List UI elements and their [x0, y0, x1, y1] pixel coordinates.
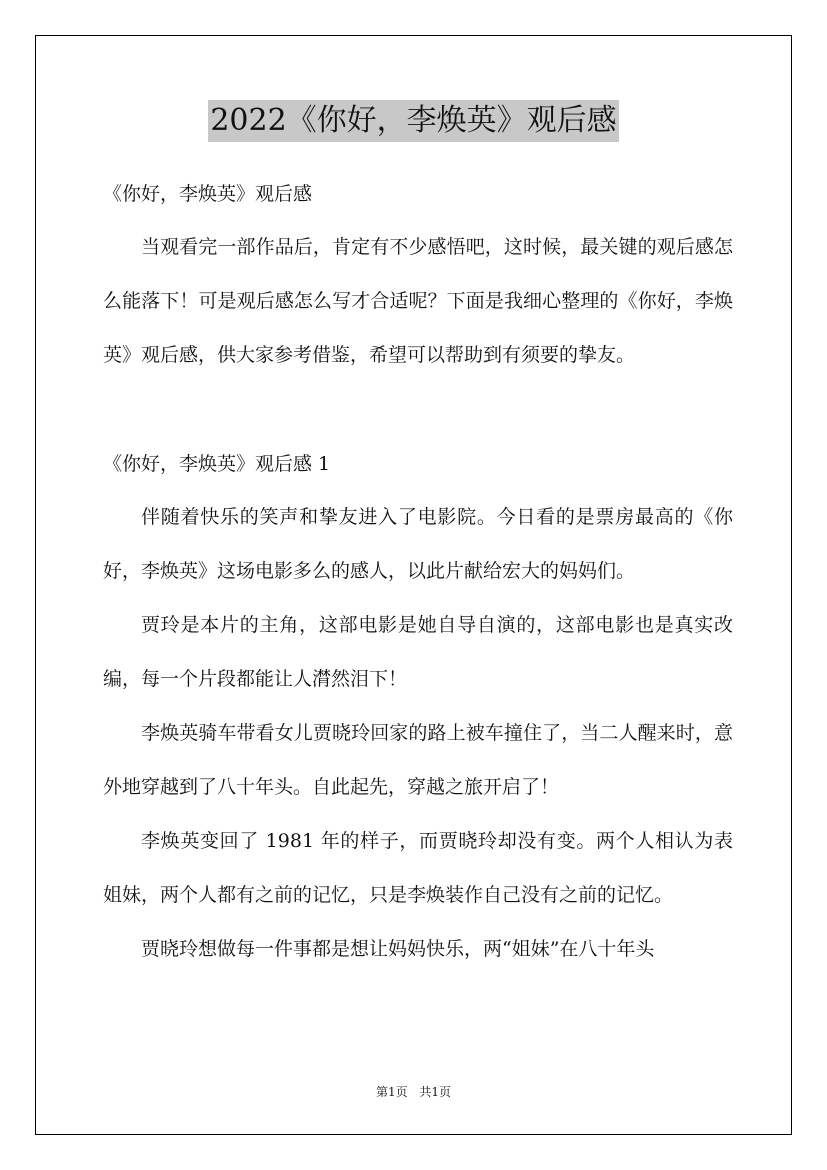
intro-heading: 《你好，李焕英》观后感: [103, 183, 313, 205]
document-title: 2022《你好，李焕英》观后感: [208, 100, 618, 142]
body-paragraph: 贾玲是本片的主角，这部电影是她自导自演的，这部电影也是真实改编，每一个片段都能让人潸然泪下！: [103, 614, 733, 690]
body-paragraph: 李焕英变回了 1981 年的样子，而贾晓玲却没有变。两个人相认为表姐妹，两个人都有之前的记忆，只是李焕装作自己没有之前的记忆。: [103, 830, 733, 906]
body-paragraph: 贾晓玲想做每一件事都是想让妈妈快乐，两“姐妹”在八十年头: [141, 938, 655, 960]
title-container: [0, 100, 827, 142]
intro-paragraph: 当观看完一部作品后，肯定有不少感悟吧，这时候，最关键的观后感怎么能落下！可是观后感怎么写才合适呢？下面是我细心整理的《你好，李焕英》观后感，供大家参考借鉴，希望可以帮助到有须要的挚友。: [103, 236, 733, 366]
document-body: [103, 168, 733, 976]
page-total: 共1页: [419, 1085, 452, 1099]
section-heading: 《你好，李焕英》观后感 1: [103, 453, 331, 475]
page-number: 第1页: [375, 1085, 408, 1099]
body-paragraph: 李焕英骑车带看女儿贾晓玲回家的路上被车撞住了，当二人醒来时，意外地穿越到了八十年头。自此起先，穿越之旅开启了！: [103, 722, 733, 798]
body-paragraph: 伴随着快乐的笑声和挚友进入了电影院。今日看的是票房最高的《你好，李焕英》这场电影多么的感人，以此片献给宏大的妈妈们。: [103, 506, 733, 582]
page-footer: [0, 1083, 827, 1100]
section-gap: [103, 382, 733, 438]
